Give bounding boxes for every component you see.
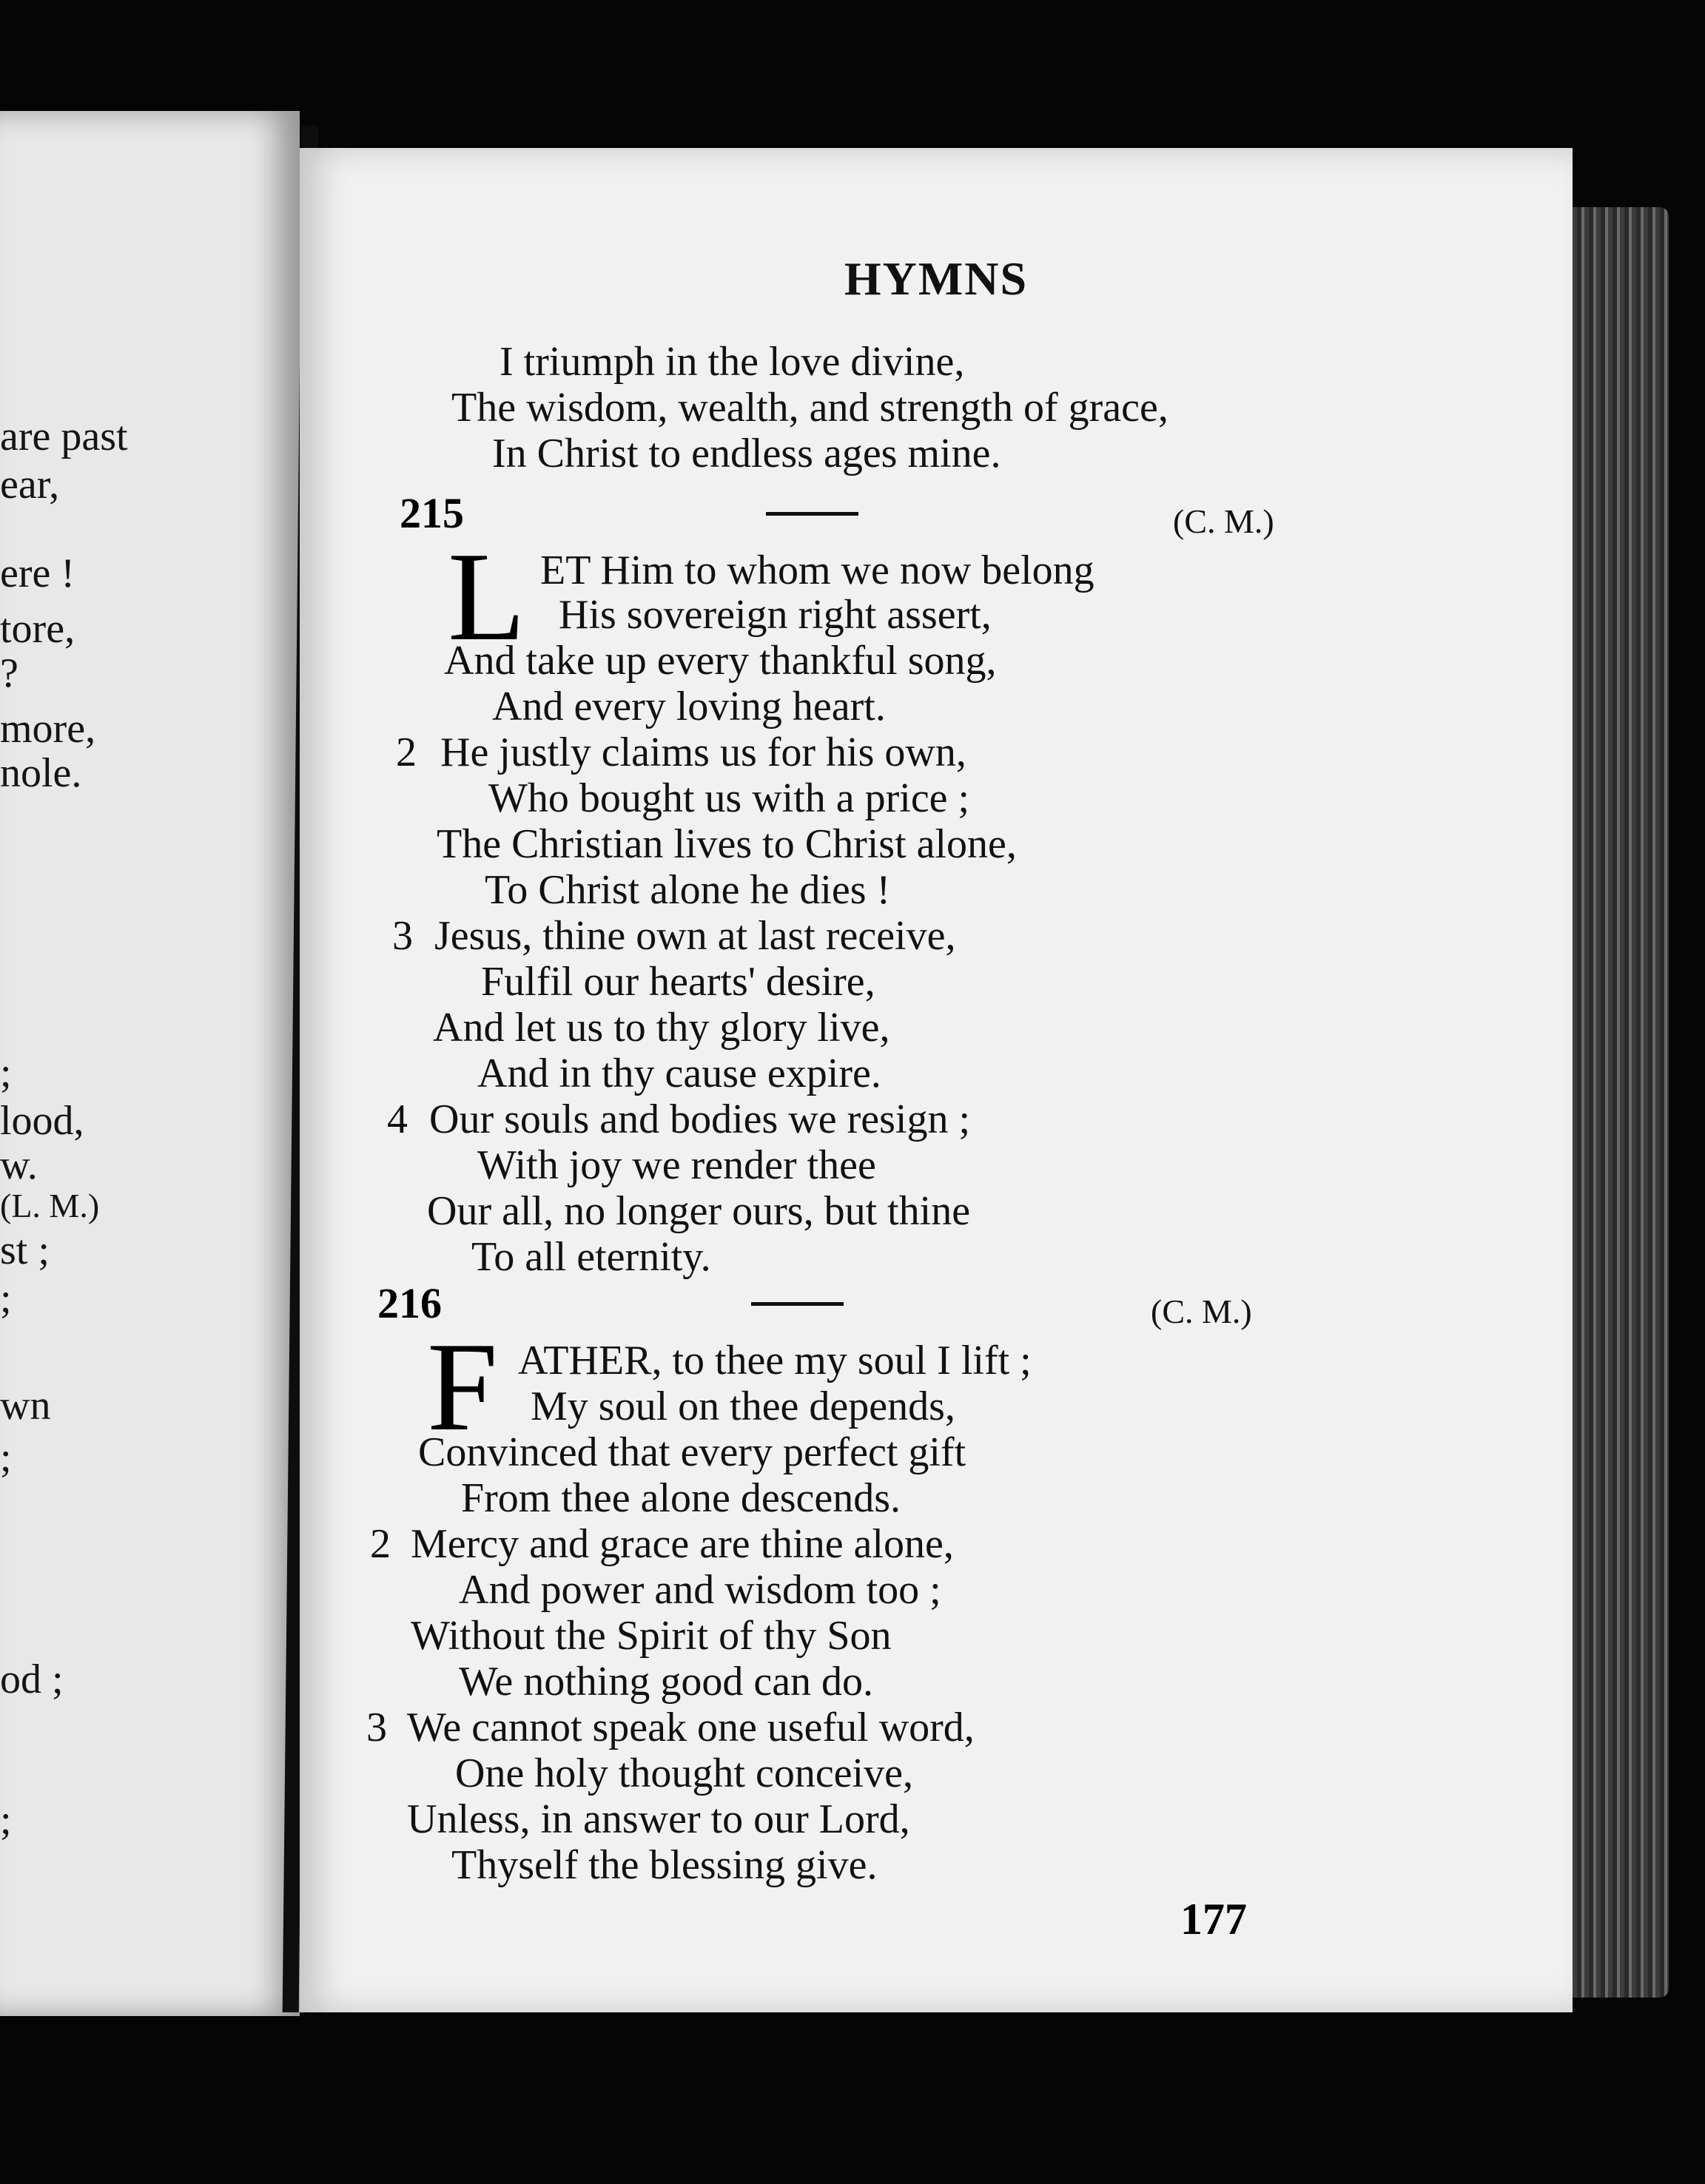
hymn-line: Who bought us with a price ; xyxy=(488,775,970,821)
facing-page-fragment: st ; xyxy=(0,1227,50,1273)
stanza-number: 2 xyxy=(370,1521,391,1567)
stanza-number: 2 xyxy=(396,729,417,775)
hymn-line: One holy thought conceive, xyxy=(455,1750,913,1796)
running-head: HYMNS xyxy=(844,252,1029,305)
hymn-line: ATHER, to thee my soul I lift ; xyxy=(518,1338,1032,1383)
hymn-line: To all eternity. xyxy=(471,1234,711,1280)
stanza-number: 3 xyxy=(366,1705,387,1750)
hymn-line: Without the Spirit of thy Son xyxy=(411,1613,892,1659)
hymn-line: My soul on thee depends, xyxy=(531,1383,955,1429)
hymn-rule xyxy=(766,512,858,516)
drop-cap: F xyxy=(427,1317,498,1457)
hymn-line: We nothing good can do. xyxy=(459,1659,874,1705)
facing-page-fragment: are past xyxy=(0,414,128,459)
hymn-page xyxy=(300,148,1573,2012)
facing-page-fragment: more, xyxy=(0,706,96,752)
facing-page-fragment: od ; xyxy=(0,1656,64,1702)
hymn-line: The Christian lives to Christ alone, xyxy=(437,821,1017,867)
hymn-line: ET Him to whom we now belong xyxy=(540,547,1094,593)
drop-cap: L xyxy=(448,527,526,667)
hymn-line: Our all, no longer ours, but thine xyxy=(427,1188,971,1234)
page-edges xyxy=(1565,207,1669,1998)
hymn-line: To Christ alone he dies ! xyxy=(485,867,891,913)
facing-page-fragment: ; xyxy=(0,1435,12,1480)
hymn-line: Fulfil our hearts' desire, xyxy=(481,959,875,1005)
hymn-line: He justly claims us for his own, xyxy=(440,729,966,775)
facing-page-fragment: ? xyxy=(0,650,19,696)
facing-page-fragment: ; xyxy=(0,1050,12,1096)
hymn-line: Mercy and grace are thine alone, xyxy=(411,1521,954,1567)
stanza-number: 3 xyxy=(392,913,413,959)
facing-page-fragment: ; xyxy=(0,1797,12,1843)
facing-page xyxy=(0,111,300,2016)
hymn-line: His sovereign right assert, xyxy=(559,592,992,638)
hymn-line: Unless, in answer to our Lord, xyxy=(407,1796,910,1842)
hymn-line: We cannot speak one useful word, xyxy=(407,1705,975,1750)
facing-page-fragment: (L. M.) xyxy=(0,1187,100,1224)
facing-page-fragment: wn xyxy=(0,1383,51,1429)
facing-page-fragment: ere ! xyxy=(0,550,75,596)
hymn-line: With joy we render thee xyxy=(477,1142,876,1188)
hymn-line: From thee alone descends. xyxy=(461,1475,901,1521)
hymn-line: Thyself the blessing give. xyxy=(451,1842,878,1888)
hymn-line: And let us to thy glory live, xyxy=(433,1005,890,1051)
facing-page-fragment: nole. xyxy=(0,750,82,796)
hymn-line: And every loving heart. xyxy=(492,684,886,729)
hymn-meter: (C. M.) xyxy=(1151,1292,1252,1330)
preceding-line: The wisdom, wealth, and strength of grace, xyxy=(451,385,1168,431)
facing-page-fragment: ear, xyxy=(0,462,60,508)
hymn-number: 216 xyxy=(377,1279,442,1327)
hymn-line: And power and wisdom too ; xyxy=(459,1567,941,1613)
facing-page-fragment: lood, xyxy=(0,1098,84,1144)
page-number: 177 xyxy=(1180,1895,1247,1944)
facing-page-fragment: ; xyxy=(0,1275,12,1321)
stanza-number: 4 xyxy=(387,1096,408,1142)
hymn-line: And take up every thankful song, xyxy=(444,638,997,684)
facing-page-fragment: w. xyxy=(0,1142,38,1188)
hymn-number: 215 xyxy=(400,489,464,537)
hymn-line: Convinced that every perfect gift xyxy=(418,1429,966,1475)
hymn-meter: (C. M.) xyxy=(1173,502,1274,540)
hymn-line: Our souls and bodies we resign ; xyxy=(429,1096,971,1142)
hymn-rule xyxy=(751,1302,844,1306)
hymn-line: Jesus, thine own at last receive, xyxy=(434,913,956,959)
preceding-line: In Christ to endless ages mine. xyxy=(492,431,1001,476)
preceding-line: I triumph in the love divine, xyxy=(500,339,965,385)
hymn-line: And in thy cause expire. xyxy=(477,1051,881,1096)
facing-page-fragment: tore, xyxy=(0,606,75,652)
